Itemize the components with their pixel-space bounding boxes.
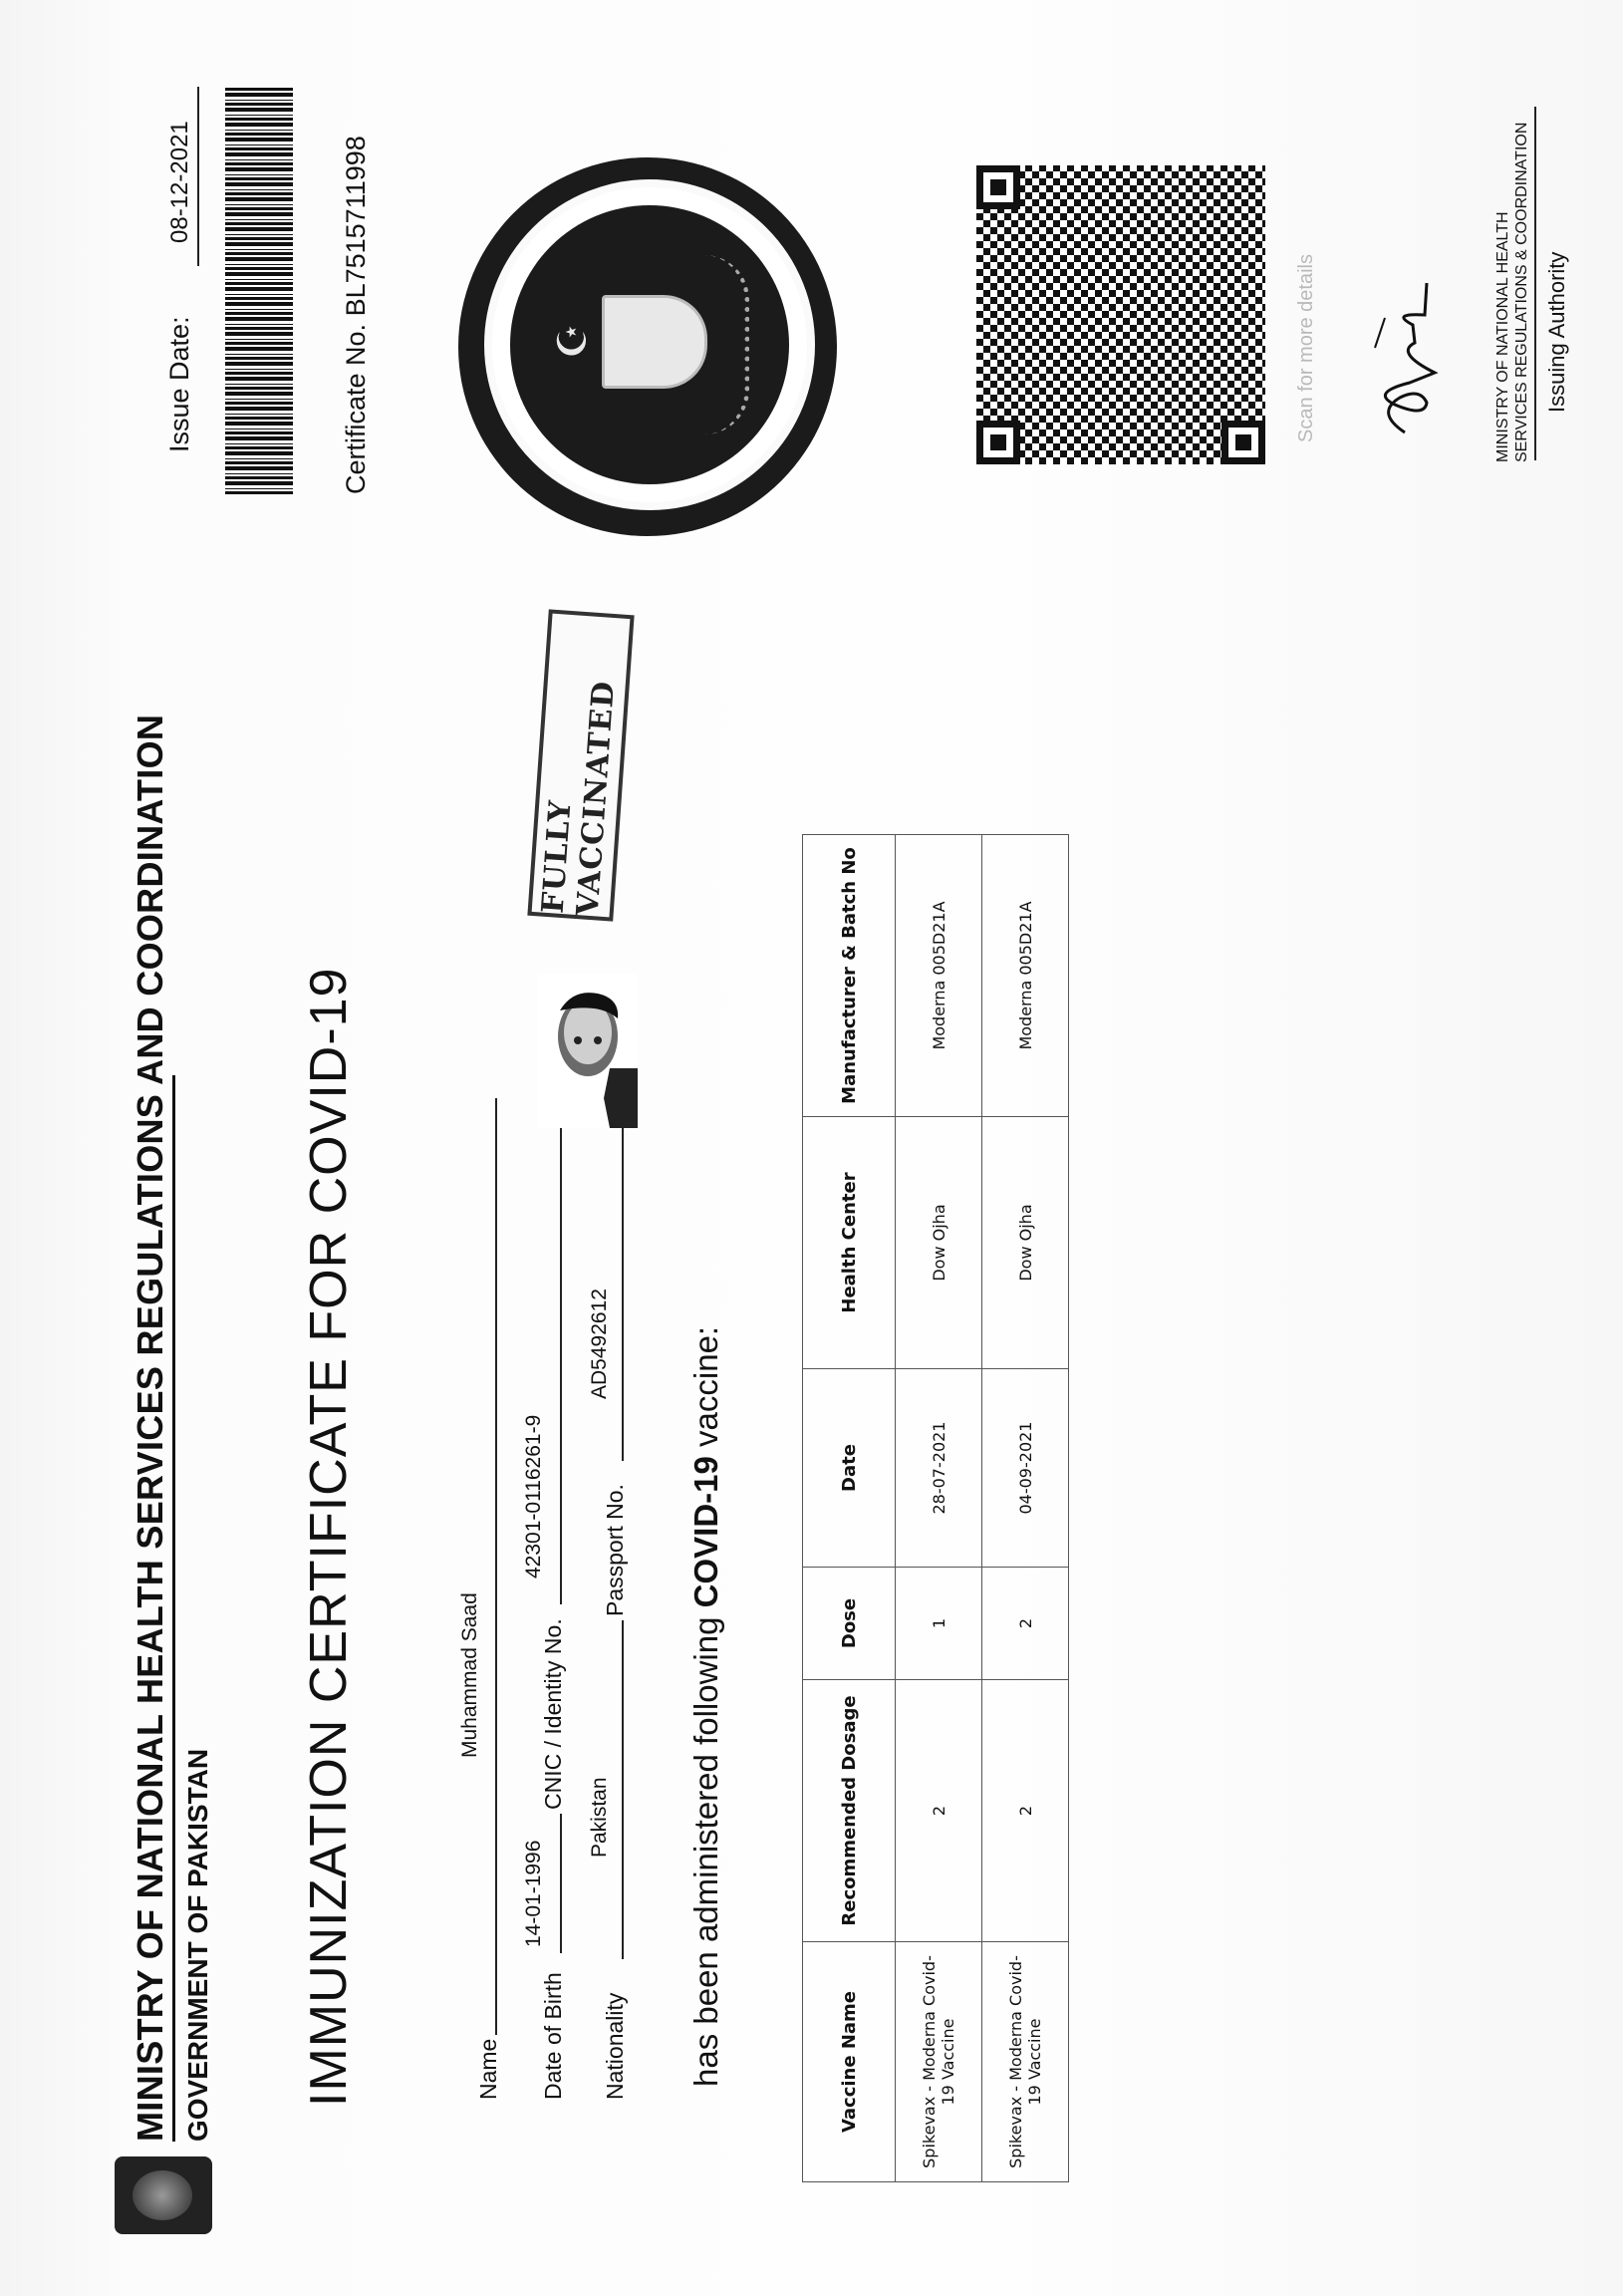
column-header: Manufacturer & Batch No — [803, 835, 896, 1117]
table-cell: 28-07-2021 — [896, 1369, 982, 1568]
passport-label: Passport No. — [602, 1484, 628, 1616]
column-header: Health Center — [803, 1117, 896, 1369]
stamp-text: FULLY VACCINATED — [535, 679, 622, 918]
table-cell: Moderna 005D21A — [896, 835, 982, 1117]
table-header-row — [803, 835, 896, 2182]
certificate-number-label: Certificate No. — [341, 323, 371, 494]
ministry-heading: MINISTRY OF NATIONAL HEALTH SERVICES REGULATIONS AND COORDINATION — [130, 714, 170, 2142]
dob-label: Date of Birth — [540, 1972, 566, 2100]
passport-underline — [622, 1102, 624, 1461]
table-cell: Dow Ojha — [896, 1117, 982, 1369]
nationality-value: Pakistan — [588, 1777, 611, 1858]
table-cell: 2 — [896, 1680, 982, 1942]
government-subheading: GOVERNMENT OF PAKISTAN — [182, 1748, 213, 2142]
statement-suffix: vaccine: — [687, 1325, 724, 1457]
table-cell: 1 — [896, 1568, 982, 1680]
column-header: Date — [803, 1369, 896, 1568]
table-cell: 2 — [982, 1568, 1069, 1680]
name-underline — [495, 1098, 497, 2035]
column-header: Vaccine Name — [803, 1942, 896, 2182]
qr-finder-pattern — [976, 165, 1020, 209]
cnic-value: 42301-0116261-9 — [522, 1414, 545, 1578]
heading-rule — [172, 1075, 175, 2142]
passport-value: AD5492612 — [588, 1289, 611, 1399]
column-header: Recommended Dosage — [803, 1680, 896, 1942]
issue-date-label: Issue Date: — [164, 316, 194, 452]
shield-icon — [602, 295, 707, 389]
table-cell: Moderna 005D21A — [982, 835, 1069, 1117]
qr-code[interactable] — [976, 165, 1265, 464]
table-cell: 2 — [982, 1680, 1069, 1942]
issue-date-underline — [197, 87, 199, 266]
issue-date-value: 08-12-2021 — [166, 121, 193, 243]
qr-caption: Scan for more details — [1295, 254, 1317, 442]
crescent-star-icon: ☪ — [551, 323, 595, 359]
statement-emphasis: COVID-19 — [687, 1456, 724, 1608]
name-label: Name — [475, 2038, 501, 2100]
column-header: Dose — [803, 1568, 896, 1680]
cnic-underline — [560, 1096, 562, 1604]
seal-ring — [484, 179, 815, 510]
vaccination-table — [802, 834, 1069, 2182]
fully-vaccinated-stamp — [527, 609, 634, 921]
administered-statement — [687, 1326, 725, 2087]
issuer-line-2: SERVICES REGULATIONS & COORDINATION — [1513, 122, 1530, 462]
nationality-underline — [622, 1620, 624, 1959]
barcode-image — [225, 86, 293, 494]
table-cell: 04-09-2021 — [982, 1369, 1069, 1568]
qr-finder-pattern — [976, 421, 1020, 464]
name-value: Muhammad Saad — [458, 1592, 481, 1758]
certificate-number — [341, 136, 372, 494]
table-row — [896, 835, 982, 2182]
issuer-line-1: MINISTRY OF NATIONAL HEALTH — [1494, 211, 1511, 462]
wreath-icon — [704, 255, 749, 434]
government-emblem-logo — [115, 2156, 212, 2234]
cnic-label: CNIC / Identity No. — [540, 1618, 566, 1810]
table-row — [982, 835, 1069, 2182]
nationality-label: Nationality — [602, 1992, 628, 2100]
seal-inner — [510, 205, 789, 484]
issuer-underline — [1534, 107, 1536, 460]
statement-prefix: has been administered following — [687, 1607, 724, 2087]
dob-underline — [560, 1814, 562, 1953]
table-cell: Spikevax - Moderna Covid-19 Vaccine — [982, 1942, 1069, 2182]
holder-photo — [538, 974, 638, 1128]
table-cell: Dow Ojha — [982, 1117, 1069, 1369]
certificate-title: IMMUNIZATION CERTIFICATE FOR COVID-19 — [300, 967, 358, 2107]
issuing-authority-label: Issuing Authority — [1544, 251, 1569, 413]
dob-value: 14-01-1996 — [522, 1840, 545, 1947]
ministry-seal — [458, 157, 837, 536]
certificate-number-value: BL7515711998 — [341, 136, 371, 317]
qr-finder-pattern — [1221, 421, 1265, 464]
authority-signature — [1365, 273, 1455, 442]
table-cell: Spikevax - Moderna Covid-19 Vaccine — [896, 1942, 982, 2182]
